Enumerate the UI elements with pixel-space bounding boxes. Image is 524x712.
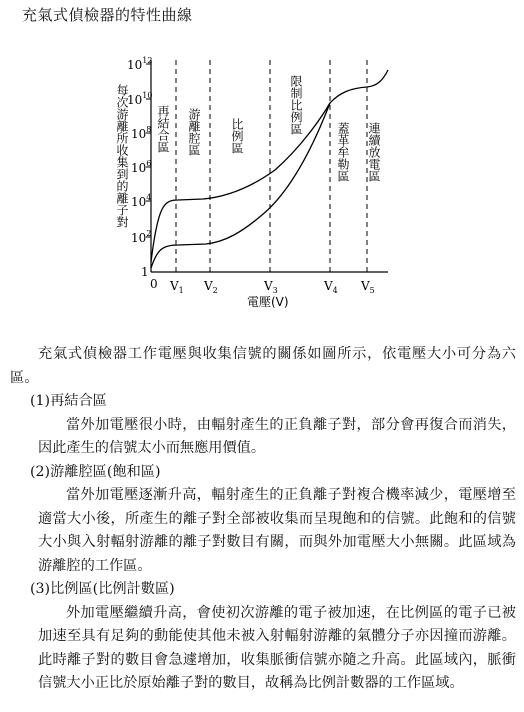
y-tick-labels [127, 56, 152, 279]
section-text: 當外加電壓很小時，由輻射產生的正負離子對，部分會再復合而消失，因此產生的信號太小而無應用價值。 [38, 416, 516, 456]
y-tick-label: $10^6$ [131, 159, 152, 175]
region-label-limited-proportional: 限制比例區 [289, 75, 303, 135]
characteristic-curve-figure [0, 0, 524, 330]
x-tick-label: $V_4$ [324, 279, 338, 295]
section-heading: (2)游離腔區(飽和區) [30, 463, 161, 480]
region-label-proportional: 比例區 [230, 118, 244, 154]
y-tick-marks [146, 64, 151, 237]
section-text: 當外加電壓逐漸升高，輻射產生的正負離子對複合機率減少，電壓增至適當大小後，所產生的離子對全部被收集而呈現飽和的信號。此飽和的信號大小與入射輻射游離的離子對數目有關，而與外加電壓大小無關。此區域為游離腔的工作區。 [38, 487, 516, 574]
x-axis-label: 電壓(V) [247, 295, 289, 309]
x-tick-labels [150, 277, 375, 295]
section-heading: (1)再結合區 [30, 393, 107, 409]
region-label-continuous-discharge: 連續放電區 [367, 122, 381, 182]
x-tick-label: $V_2$ [204, 279, 218, 295]
region-label-ionization-chamber: 游離腔區 [187, 108, 201, 156]
x-tick-label: 0 [150, 277, 158, 291]
section-text: 外加電壓繼續升高，會使初次游離的電子被加速，在比例區的電子已被加速至具有足夠的動能使其他未被入射輻射游離的氣體分子亦因撞而游離。此時離子對的數目會急遽增加，收集脈衝信號亦隨之升高。此區域內，脈衝信號大小正比於原始離子對的數目，故稱為比例計數器的工作區域。 [38, 604, 516, 691]
intro-paragraph: 充氣式偵檢器工作電壓與收集信號的關係如圖所示，依電壓大小可分為六區。 [10, 346, 516, 386]
section-heading: (3)比例區(比例計數區) [30, 581, 175, 597]
y-tick-label: $10^8$ [131, 125, 152, 141]
body-text [10, 343, 516, 696]
y-axis-label: 每次游離所收集到的離子對 [115, 84, 129, 228]
y-tick-label: $10^{10}$ [127, 91, 153, 107]
region-label-recombination: 再結合區 [156, 105, 170, 153]
page-title: 充氣式偵檢器的特性曲線 [22, 6, 193, 24]
y-tick-label: $10^4$ [131, 193, 152, 209]
y-tick-label: 1 [141, 265, 149, 279]
x-tick-label: $V_3$ [264, 279, 278, 295]
y-tick-label: $10^2$ [131, 229, 152, 245]
y-tick-label: $10^{12}$ [127, 56, 153, 72]
x-tick-label: $V_1$ [170, 279, 184, 295]
region-label-geiger-muller: 蓋革牟勒區 [336, 122, 350, 182]
x-tick-label: $V_5$ [361, 279, 375, 295]
